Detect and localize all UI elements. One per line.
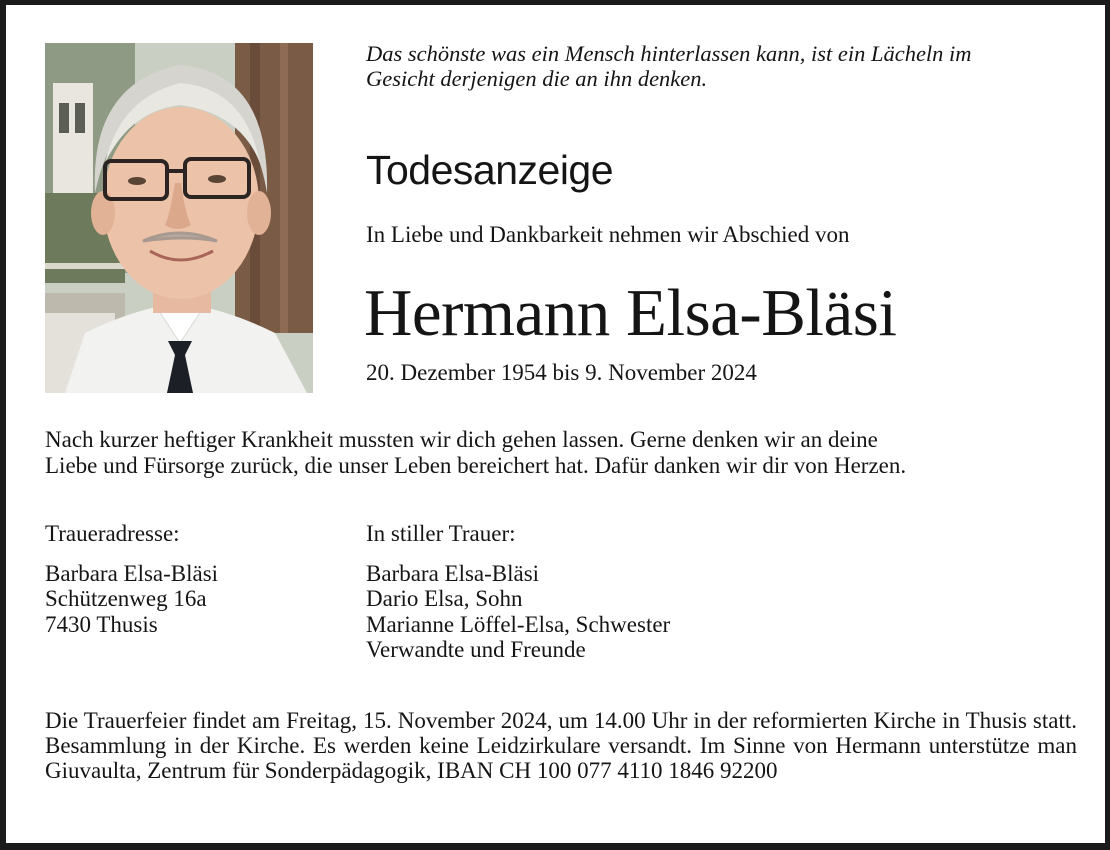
deceased-name: Hermann Elsa-Bläsi — [364, 276, 897, 350]
address-line: 7430 Thusis — [45, 611, 158, 637]
intro-text: In Liebe und Dankbarkeit nehmen wir Abschied von — [366, 222, 850, 247]
mourning-address — [45, 521, 218, 637]
life-dates: 20. Dezember 1954 bis 9. November 2024 — [366, 360, 757, 385]
address-line: Schützenweg 16a — [45, 586, 207, 611]
mourner-line: Marianne Löffel-Elsa, Schwester — [366, 611, 671, 637]
mourner-line: Barbara Elsa-Bläsi — [366, 560, 540, 586]
quote-line-1: Das schönste was ein Mensch hinterlassen kann, ist ein Lächeln im — [366, 41, 972, 66]
mourner-line: Verwandte und Freunde — [366, 637, 586, 662]
mourning-address-heading: Traueradresse: — [45, 521, 180, 546]
mourners-heading: In stiller Trauer: — [366, 521, 516, 546]
address-line: Barbara Elsa-Bläsi — [45, 560, 219, 586]
mourner-line: Dario Elsa, Sohn — [366, 586, 523, 611]
funeral-line-2: Kirche in Thusis statt. Besammlung in der Kirche. Es werden keine Leidzirkulare versandt. Im — [45, 708, 1077, 758]
funeral-details — [45, 708, 1077, 783]
funeral-line-4: 100 077 4110 1846 92200 — [536, 758, 778, 783]
notice-heading: Todesanzeige — [366, 147, 614, 193]
quote — [366, 41, 1086, 91]
funeral-line-3: Sinne von Hermann unterstütze man Giuvaulta, Zentrum für Sonderpädagogik, IBAN CH — [45, 733, 1077, 783]
farewell-text — [45, 427, 1075, 479]
quote-line-2: Gesicht derjenigen die an ihn denken. — [366, 66, 708, 91]
farewell-line-1: Nach kurzer heftiger Krankheit mussten wir dich gehen lassen. Gerne denken wir an deine — [45, 427, 878, 452]
portrait-photo — [45, 43, 313, 393]
farewell-line-2: Liebe und Fürsorge zurück, die unser Leben bereichert hat. Dafür danken wir dir von Herzen. — [45, 453, 907, 478]
funeral-line-1: Die Trauerfeier findet am Freitag, 15. November 2024, um 14.00 Uhr in der reformierten — [45, 708, 868, 733]
mourners-list — [366, 521, 670, 663]
